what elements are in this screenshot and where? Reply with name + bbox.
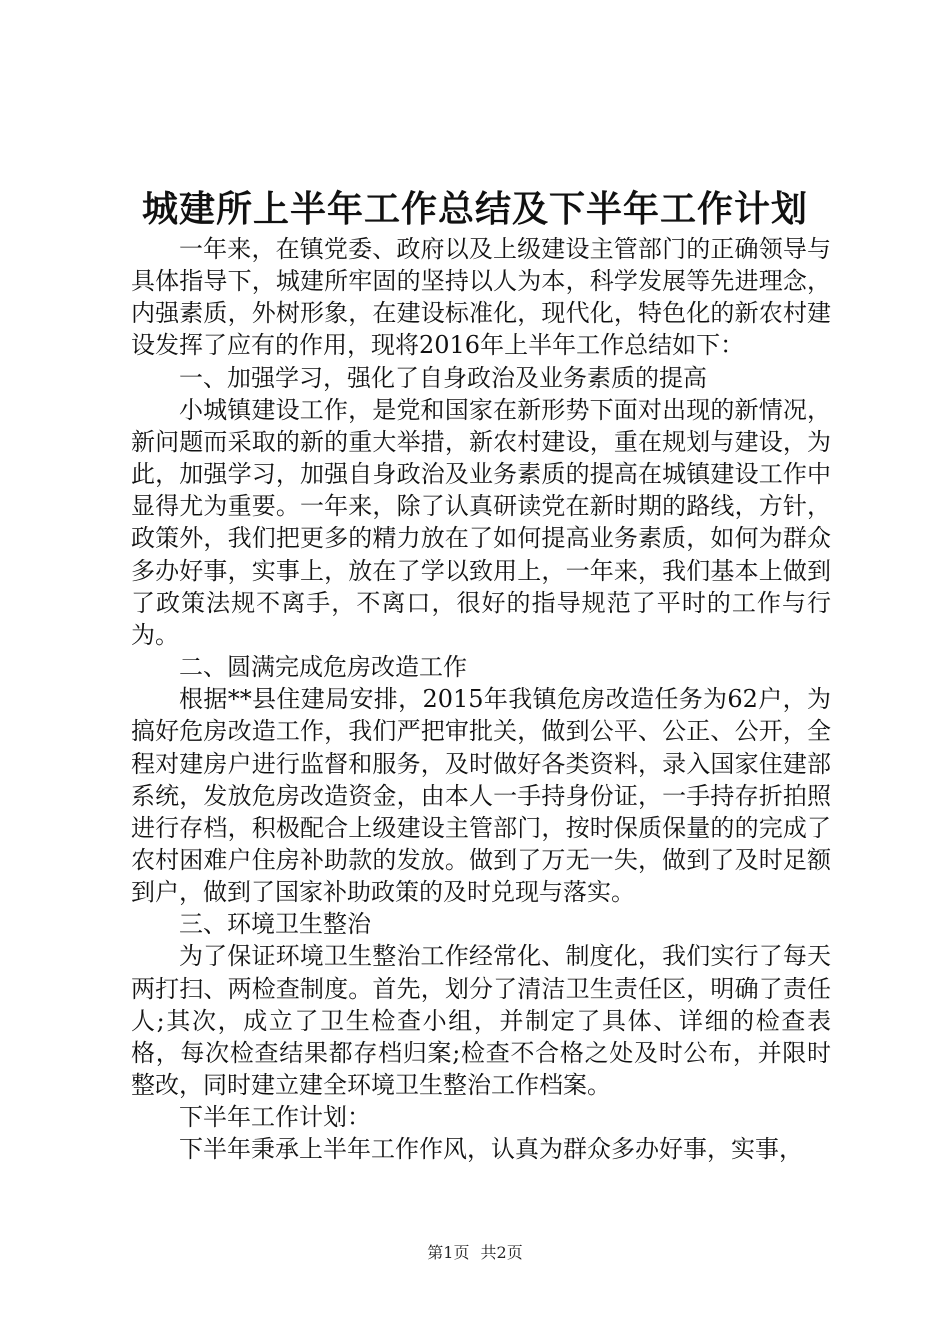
- paragraph-intro: 一年来，在镇党委、政府以及上级建设主管部门的正确领导与具体指导下，城建所牢固的坚持以人为本，科学发展等先进理念，内强素质，外树形象，在建设标准化，现代化，特色化的新农村建设发挥了应有的作用，现将2016年上半年工作总结如下：: [131, 235, 831, 360]
- paragraph-study: 小城镇建设工作，是党和国家在新形势下面对出现的新情况，新问题而采取的新的重大举措，新农村建设，重在规划与建设，为此，加强学习，加强自身政治及业务素质的提高在城镇建设工作中显得尤为重要。一年来，除了认真研读党在新时期的路线，方针，政策外，我们把更多的精力放在了如何提高业务素质，如何为群众多办好事，实事上，放在了学以致用上，一年来，我们基本上做到了政策法规不离手，不离口，很好的指导规范了平时的工作与行为。: [131, 395, 831, 649]
- section-heading-plan: 下半年工作计划：: [179, 1103, 371, 1132]
- page-total: 共2页: [480, 1243, 523, 1262]
- page-footer: [0, 1243, 950, 1263]
- section-heading-sanitation: 三、环境卫生整治: [179, 910, 371, 939]
- section-heading-study: 一、加强学习，强化了自身政治及业务素质的提高: [179, 363, 707, 392]
- document-title: 城建所上半年工作总结及下半年工作计划: [141, 188, 808, 230]
- section-heading-housing: 二、圆满完成危房改造工作: [179, 653, 467, 682]
- document-body: [131, 233, 831, 1166]
- paragraph-housing: 根据**县住建局安排，2015年我镇危房改造任务为62户，为搞好危房改造工作，我们严把审批关，做到公平、公正、公开，全程对建房户进行监督和服务，及时做好各类资料，录入国家住建部系统，发放危房改造资金，由本人一手持身份证，一手持存折拍照进行存档，积极配合上级建设主管部门，按时保质保量的的完成了农村困难户住房补助款的发放。做到了万无一失，做到了及时足额到户，做到了国家补助政策的及时兑现与落实。: [131, 685, 831, 907]
- paragraph-plan: 下半年秉承上半年工作作风，认真为群众多办好事，实事，: [179, 1135, 803, 1164]
- page-number: 第1页: [427, 1243, 470, 1262]
- paragraph-sanitation: 为了保证环境卫生整治工作经常化、制度化，我们实行了每天两打扫、两检查制度。首先，划分了清洁卫生责任区，明确了责任人;其次，成立了卫生检查小组，并制定了具体、详细的检查表格，每次检查结果都存档归案;检查不合格之处及时公布，并限时整改，同时建立建全环境卫生整治工作档案。: [131, 942, 831, 1100]
